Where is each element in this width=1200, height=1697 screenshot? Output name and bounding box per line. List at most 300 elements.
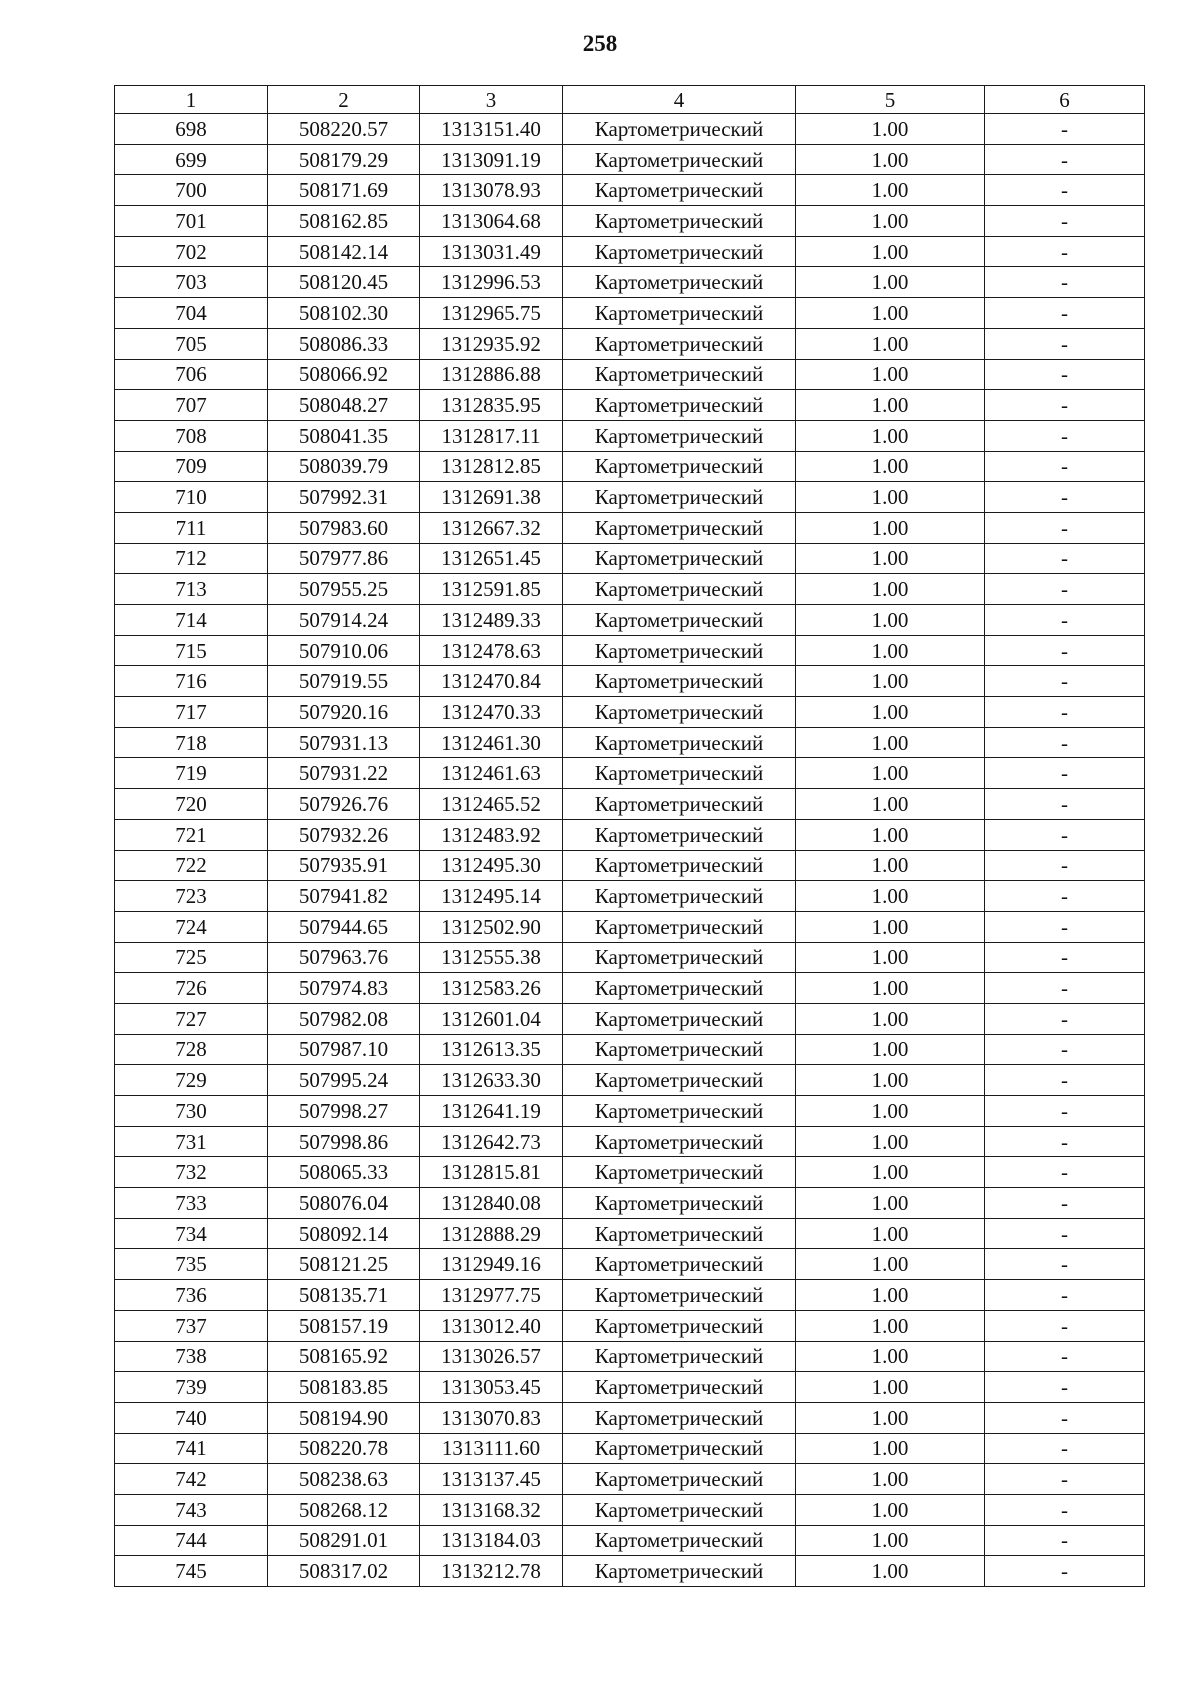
method-cell: Картометрический xyxy=(563,911,796,942)
y-coordinate-cell: 1312812.85 xyxy=(420,451,563,482)
method-cell: Картометрический xyxy=(563,1188,796,1219)
y-coordinate-cell: 1313168.32 xyxy=(420,1494,563,1525)
point-number-cell: 702 xyxy=(115,236,268,267)
x-coordinate-cell: 508135.71 xyxy=(268,1280,420,1311)
accuracy-cell: 1.00 xyxy=(796,1525,985,1556)
description-cell: - xyxy=(985,1494,1145,1525)
table-row xyxy=(115,512,1145,543)
description-cell: - xyxy=(985,1372,1145,1403)
x-coordinate-cell: 508220.78 xyxy=(268,1433,420,1464)
column-header-5: 5 xyxy=(796,86,985,114)
accuracy-cell: 1.00 xyxy=(796,298,985,329)
x-coordinate-cell: 507920.16 xyxy=(268,697,420,728)
table-row xyxy=(115,328,1145,359)
description-cell: - xyxy=(985,482,1145,513)
point-number-cell: 737 xyxy=(115,1310,268,1341)
point-number-cell: 735 xyxy=(115,1249,268,1280)
description-cell: - xyxy=(985,697,1145,728)
table-row xyxy=(115,1310,1145,1341)
table-row xyxy=(115,881,1145,912)
point-number-cell: 714 xyxy=(115,605,268,636)
x-coordinate-cell: 508183.85 xyxy=(268,1372,420,1403)
table-row xyxy=(115,236,1145,267)
accuracy-cell: 1.00 xyxy=(796,881,985,912)
point-number-cell: 715 xyxy=(115,635,268,666)
x-coordinate-cell: 508086.33 xyxy=(268,328,420,359)
method-cell: Картометрический xyxy=(563,420,796,451)
table-row xyxy=(115,758,1145,789)
method-cell: Картометрический xyxy=(563,298,796,329)
accuracy-cell: 1.00 xyxy=(796,1249,985,1280)
table-row xyxy=(115,482,1145,513)
y-coordinate-cell: 1312502.90 xyxy=(420,911,563,942)
table-row xyxy=(115,1188,1145,1219)
column-header-4: 4 xyxy=(563,86,796,114)
method-cell: Картометрический xyxy=(563,973,796,1004)
table-row xyxy=(115,635,1145,666)
x-coordinate-cell: 508157.19 xyxy=(268,1310,420,1341)
description-cell: - xyxy=(985,942,1145,973)
point-number-cell: 740 xyxy=(115,1402,268,1433)
method-cell: Картометрический xyxy=(563,206,796,237)
y-coordinate-cell: 1312601.04 xyxy=(420,1003,563,1034)
table-row xyxy=(115,1126,1145,1157)
y-coordinate-cell: 1313012.40 xyxy=(420,1310,563,1341)
point-number-cell: 711 xyxy=(115,512,268,543)
method-cell: Картометрический xyxy=(563,114,796,145)
point-number-cell: 736 xyxy=(115,1280,268,1311)
description-cell: - xyxy=(985,819,1145,850)
x-coordinate-cell: 507931.13 xyxy=(268,727,420,758)
accuracy-cell: 1.00 xyxy=(796,1218,985,1249)
description-cell: - xyxy=(985,1034,1145,1065)
accuracy-cell: 1.00 xyxy=(796,1494,985,1525)
description-cell: - xyxy=(985,758,1145,789)
point-number-cell: 742 xyxy=(115,1464,268,1495)
page-number: 258 xyxy=(582,31,618,56)
method-cell: Картометрический xyxy=(563,697,796,728)
table-row xyxy=(115,1003,1145,1034)
y-coordinate-cell: 1313026.57 xyxy=(420,1341,563,1372)
table-row xyxy=(115,1372,1145,1403)
point-number-cell: 723 xyxy=(115,881,268,912)
column-header-6: 6 xyxy=(985,86,1145,114)
point-number-cell: 731 xyxy=(115,1126,268,1157)
method-cell: Картометрический xyxy=(563,1126,796,1157)
point-number-cell: 739 xyxy=(115,1372,268,1403)
coordinates-table xyxy=(114,85,1145,1587)
description-cell: - xyxy=(985,1556,1145,1587)
y-coordinate-cell: 1312835.95 xyxy=(420,390,563,421)
accuracy-cell: 1.00 xyxy=(796,1188,985,1219)
point-number-cell: 745 xyxy=(115,1556,268,1587)
point-number-cell: 703 xyxy=(115,267,268,298)
point-number-cell: 717 xyxy=(115,697,268,728)
point-number-cell: 738 xyxy=(115,1341,268,1372)
table-row xyxy=(115,420,1145,451)
accuracy-cell: 1.00 xyxy=(796,911,985,942)
description-cell: - xyxy=(985,973,1145,1004)
point-number-cell: 719 xyxy=(115,758,268,789)
description-cell: - xyxy=(985,298,1145,329)
y-coordinate-cell: 1312591.85 xyxy=(420,574,563,605)
accuracy-cell: 1.00 xyxy=(796,390,985,421)
y-coordinate-cell: 1312613.35 xyxy=(420,1034,563,1065)
accuracy-cell: 1.00 xyxy=(796,605,985,636)
description-cell: - xyxy=(985,635,1145,666)
method-cell: Картометрический xyxy=(563,666,796,697)
y-coordinate-cell: 1313212.78 xyxy=(420,1556,563,1587)
description-cell: - xyxy=(985,605,1145,636)
y-coordinate-cell: 1312483.92 xyxy=(420,819,563,850)
y-coordinate-cell: 1312633.30 xyxy=(420,1065,563,1096)
x-coordinate-cell: 508065.33 xyxy=(268,1157,420,1188)
method-cell: Картометрический xyxy=(563,1218,796,1249)
y-coordinate-cell: 1313184.03 xyxy=(420,1525,563,1556)
y-coordinate-cell: 1312840.08 xyxy=(420,1188,563,1219)
accuracy-cell: 1.00 xyxy=(796,144,985,175)
description-cell: - xyxy=(985,911,1145,942)
table-row xyxy=(115,819,1145,850)
point-number-cell: 725 xyxy=(115,942,268,973)
y-coordinate-cell: 1313111.60 xyxy=(420,1433,563,1464)
point-number-cell: 705 xyxy=(115,328,268,359)
table-row xyxy=(115,267,1145,298)
accuracy-cell: 1.00 xyxy=(796,1341,985,1372)
table-row xyxy=(115,1494,1145,1525)
table-row xyxy=(115,1065,1145,1096)
accuracy-cell: 1.00 xyxy=(796,1034,985,1065)
description-cell: - xyxy=(985,1003,1145,1034)
y-coordinate-cell: 1312888.29 xyxy=(420,1218,563,1249)
x-coordinate-cell: 507974.83 xyxy=(268,973,420,1004)
accuracy-cell: 1.00 xyxy=(796,236,985,267)
y-coordinate-cell: 1312465.52 xyxy=(420,789,563,820)
x-coordinate-cell: 508041.35 xyxy=(268,420,420,451)
y-coordinate-cell: 1312470.84 xyxy=(420,666,563,697)
x-coordinate-cell: 507926.76 xyxy=(268,789,420,820)
table-row xyxy=(115,942,1145,973)
y-coordinate-cell: 1313053.45 xyxy=(420,1372,563,1403)
method-cell: Картометрический xyxy=(563,1402,796,1433)
table-row xyxy=(115,1096,1145,1127)
table-row xyxy=(115,666,1145,697)
x-coordinate-cell: 508291.01 xyxy=(268,1525,420,1556)
table-row xyxy=(115,1402,1145,1433)
x-coordinate-cell: 507983.60 xyxy=(268,512,420,543)
y-coordinate-cell: 1312495.30 xyxy=(420,850,563,881)
method-cell: Картометрический xyxy=(563,1494,796,1525)
x-coordinate-cell: 507955.25 xyxy=(268,574,420,605)
y-coordinate-cell: 1313151.40 xyxy=(420,114,563,145)
description-cell: - xyxy=(985,512,1145,543)
x-coordinate-cell: 507931.22 xyxy=(268,758,420,789)
description-cell: - xyxy=(985,543,1145,574)
description-cell: - xyxy=(985,1065,1145,1096)
x-coordinate-cell: 508162.85 xyxy=(268,206,420,237)
x-coordinate-cell: 508317.02 xyxy=(268,1556,420,1587)
table-row xyxy=(115,1464,1145,1495)
y-coordinate-cell: 1312667.32 xyxy=(420,512,563,543)
point-number-cell: 733 xyxy=(115,1188,268,1219)
method-cell: Картометрический xyxy=(563,727,796,758)
accuracy-cell: 1.00 xyxy=(796,1372,985,1403)
accuracy-cell: 1.00 xyxy=(796,1310,985,1341)
x-coordinate-cell: 507998.27 xyxy=(268,1096,420,1127)
x-coordinate-cell: 507914.24 xyxy=(268,605,420,636)
x-coordinate-cell: 507963.76 xyxy=(268,942,420,973)
table-row xyxy=(115,359,1145,390)
description-cell: - xyxy=(985,1188,1145,1219)
table-row xyxy=(115,175,1145,206)
description-cell: - xyxy=(985,175,1145,206)
x-coordinate-cell: 507910.06 xyxy=(268,635,420,666)
method-cell: Картометрический xyxy=(563,1433,796,1464)
point-number-cell: 698 xyxy=(115,114,268,145)
y-coordinate-cell: 1312949.16 xyxy=(420,1249,563,1280)
accuracy-cell: 1.00 xyxy=(796,635,985,666)
y-coordinate-cell: 1312470.33 xyxy=(420,697,563,728)
table-row xyxy=(115,206,1145,237)
x-coordinate-cell: 508092.14 xyxy=(268,1218,420,1249)
method-cell: Картометрический xyxy=(563,789,796,820)
description-cell: - xyxy=(985,420,1145,451)
x-coordinate-cell: 508039.79 xyxy=(268,451,420,482)
accuracy-cell: 1.00 xyxy=(796,1157,985,1188)
accuracy-cell: 1.00 xyxy=(796,206,985,237)
accuracy-cell: 1.00 xyxy=(796,543,985,574)
method-cell: Картометрический xyxy=(563,390,796,421)
method-cell: Картометрический xyxy=(563,512,796,543)
method-cell: Картометрический xyxy=(563,574,796,605)
point-number-cell: 716 xyxy=(115,666,268,697)
accuracy-cell: 1.00 xyxy=(796,574,985,605)
x-coordinate-cell: 507992.31 xyxy=(268,482,420,513)
accuracy-cell: 1.00 xyxy=(796,666,985,697)
accuracy-cell: 1.00 xyxy=(796,1280,985,1311)
description-cell: - xyxy=(985,1280,1145,1311)
description-cell: - xyxy=(985,850,1145,881)
y-coordinate-cell: 1313070.83 xyxy=(420,1402,563,1433)
method-cell: Картометрический xyxy=(563,1464,796,1495)
table-header xyxy=(115,86,1145,114)
table-row xyxy=(115,973,1145,1004)
x-coordinate-cell: 508220.57 xyxy=(268,114,420,145)
method-cell: Картометрический xyxy=(563,819,796,850)
y-coordinate-cell: 1312651.45 xyxy=(420,543,563,574)
column-header-3: 3 xyxy=(420,86,563,114)
description-cell: - xyxy=(985,1402,1145,1433)
method-cell: Картометрический xyxy=(563,175,796,206)
accuracy-cell: 1.00 xyxy=(796,850,985,881)
y-coordinate-cell: 1312935.92 xyxy=(420,328,563,359)
description-cell: - xyxy=(985,144,1145,175)
table-row xyxy=(115,727,1145,758)
description-cell: - xyxy=(985,789,1145,820)
method-cell: Картометрический xyxy=(563,1157,796,1188)
x-coordinate-cell: 507941.82 xyxy=(268,881,420,912)
description-cell: - xyxy=(985,666,1145,697)
x-coordinate-cell: 507998.86 xyxy=(268,1126,420,1157)
accuracy-cell: 1.00 xyxy=(796,267,985,298)
table-row xyxy=(115,697,1145,728)
description-cell: - xyxy=(985,727,1145,758)
table-row xyxy=(115,451,1145,482)
point-number-cell: 744 xyxy=(115,1525,268,1556)
x-coordinate-cell: 507977.86 xyxy=(268,543,420,574)
y-coordinate-cell: 1313064.68 xyxy=(420,206,563,237)
table-row xyxy=(115,789,1145,820)
y-coordinate-cell: 1313031.49 xyxy=(420,236,563,267)
method-cell: Картометрический xyxy=(563,1034,796,1065)
method-cell: Картометрический xyxy=(563,267,796,298)
column-header-2: 2 xyxy=(268,86,420,114)
y-coordinate-cell: 1312461.30 xyxy=(420,727,563,758)
x-coordinate-cell: 508142.14 xyxy=(268,236,420,267)
point-number-cell: 734 xyxy=(115,1218,268,1249)
accuracy-cell: 1.00 xyxy=(796,482,985,513)
description-cell: - xyxy=(985,114,1145,145)
accuracy-cell: 1.00 xyxy=(796,114,985,145)
description-cell: - xyxy=(985,1525,1145,1556)
x-coordinate-cell: 508171.69 xyxy=(268,175,420,206)
description-cell: - xyxy=(985,1218,1145,1249)
description-cell: - xyxy=(985,206,1145,237)
method-cell: Картометрический xyxy=(563,1372,796,1403)
point-number-cell: 713 xyxy=(115,574,268,605)
description-cell: - xyxy=(985,236,1145,267)
table-row xyxy=(115,1556,1145,1587)
description-cell: - xyxy=(985,1096,1145,1127)
point-number-cell: 727 xyxy=(115,1003,268,1034)
table-row xyxy=(115,144,1145,175)
accuracy-cell: 1.00 xyxy=(796,1065,985,1096)
point-number-cell: 722 xyxy=(115,850,268,881)
description-cell: - xyxy=(985,451,1145,482)
point-number-cell: 728 xyxy=(115,1034,268,1065)
method-cell: Картометрический xyxy=(563,942,796,973)
x-coordinate-cell: 508076.04 xyxy=(268,1188,420,1219)
method-cell: Картометрический xyxy=(563,881,796,912)
point-number-cell: 724 xyxy=(115,911,268,942)
y-coordinate-cell: 1312641.19 xyxy=(420,1096,563,1127)
method-cell: Картометрический xyxy=(563,236,796,267)
method-cell: Картометрический xyxy=(563,758,796,789)
description-cell: - xyxy=(985,1464,1145,1495)
table-row xyxy=(115,1433,1145,1464)
y-coordinate-cell: 1312489.33 xyxy=(420,605,563,636)
y-coordinate-cell: 1312555.38 xyxy=(420,942,563,973)
description-cell: - xyxy=(985,267,1145,298)
description-cell: - xyxy=(985,1310,1145,1341)
table-row xyxy=(115,390,1145,421)
point-number-cell: 701 xyxy=(115,206,268,237)
x-coordinate-cell: 508268.12 xyxy=(268,1494,420,1525)
method-cell: Картометрический xyxy=(563,1096,796,1127)
description-cell: - xyxy=(985,390,1145,421)
accuracy-cell: 1.00 xyxy=(796,697,985,728)
table-row xyxy=(115,543,1145,574)
accuracy-cell: 1.00 xyxy=(796,1433,985,1464)
method-cell: Картометрический xyxy=(563,1065,796,1096)
y-coordinate-cell: 1312965.75 xyxy=(420,298,563,329)
x-coordinate-cell: 507935.91 xyxy=(268,850,420,881)
accuracy-cell: 1.00 xyxy=(796,1003,985,1034)
point-number-cell: 700 xyxy=(115,175,268,206)
y-coordinate-cell: 1312886.88 xyxy=(420,359,563,390)
description-cell: - xyxy=(985,1157,1145,1188)
y-coordinate-cell: 1312478.63 xyxy=(420,635,563,666)
table-body xyxy=(115,114,1145,1587)
x-coordinate-cell: 507919.55 xyxy=(268,666,420,697)
y-coordinate-cell: 1312996.53 xyxy=(420,267,563,298)
point-number-cell: 707 xyxy=(115,390,268,421)
table-row xyxy=(115,605,1145,636)
x-coordinate-cell: 507944.65 xyxy=(268,911,420,942)
description-cell: - xyxy=(985,1249,1145,1280)
accuracy-cell: 1.00 xyxy=(796,512,985,543)
x-coordinate-cell: 507987.10 xyxy=(268,1034,420,1065)
point-number-cell: 706 xyxy=(115,359,268,390)
point-number-cell: 718 xyxy=(115,727,268,758)
point-number-cell: 708 xyxy=(115,420,268,451)
description-cell: - xyxy=(985,881,1145,912)
accuracy-cell: 1.00 xyxy=(796,328,985,359)
accuracy-cell: 1.00 xyxy=(796,942,985,973)
method-cell: Картометрический xyxy=(563,1310,796,1341)
x-coordinate-cell: 507982.08 xyxy=(268,1003,420,1034)
y-coordinate-cell: 1312495.14 xyxy=(420,881,563,912)
method-cell: Картометрический xyxy=(563,1525,796,1556)
method-cell: Картометрический xyxy=(563,328,796,359)
x-coordinate-cell: 508066.92 xyxy=(268,359,420,390)
x-coordinate-cell: 508120.45 xyxy=(268,267,420,298)
accuracy-cell: 1.00 xyxy=(796,727,985,758)
point-number-cell: 699 xyxy=(115,144,268,175)
description-cell: - xyxy=(985,1433,1145,1464)
description-cell: - xyxy=(985,1341,1145,1372)
table-row xyxy=(115,1218,1145,1249)
table-row xyxy=(115,1249,1145,1280)
description-cell: - xyxy=(985,574,1145,605)
method-cell: Картометрический xyxy=(563,605,796,636)
table-row xyxy=(115,574,1145,605)
accuracy-cell: 1.00 xyxy=(796,359,985,390)
accuracy-cell: 1.00 xyxy=(796,1126,985,1157)
point-number-cell: 730 xyxy=(115,1096,268,1127)
method-cell: Картометрический xyxy=(563,1556,796,1587)
accuracy-cell: 1.00 xyxy=(796,420,985,451)
point-number-cell: 712 xyxy=(115,543,268,574)
description-cell: - xyxy=(985,1126,1145,1157)
point-number-cell: 709 xyxy=(115,451,268,482)
method-cell: Картометрический xyxy=(563,1341,796,1372)
table-row xyxy=(115,911,1145,942)
point-number-cell: 726 xyxy=(115,973,268,1004)
column-header-1: 1 xyxy=(115,86,268,114)
y-coordinate-cell: 1312583.26 xyxy=(420,973,563,1004)
table-row xyxy=(115,850,1145,881)
point-number-cell: 741 xyxy=(115,1433,268,1464)
accuracy-cell: 1.00 xyxy=(796,1556,985,1587)
y-coordinate-cell: 1312691.38 xyxy=(420,482,563,513)
accuracy-cell: 1.00 xyxy=(796,1096,985,1127)
x-coordinate-cell: 508179.29 xyxy=(268,144,420,175)
accuracy-cell: 1.00 xyxy=(796,451,985,482)
point-number-cell: 743 xyxy=(115,1494,268,1525)
method-cell: Картометрический xyxy=(563,144,796,175)
y-coordinate-cell: 1313091.19 xyxy=(420,144,563,175)
